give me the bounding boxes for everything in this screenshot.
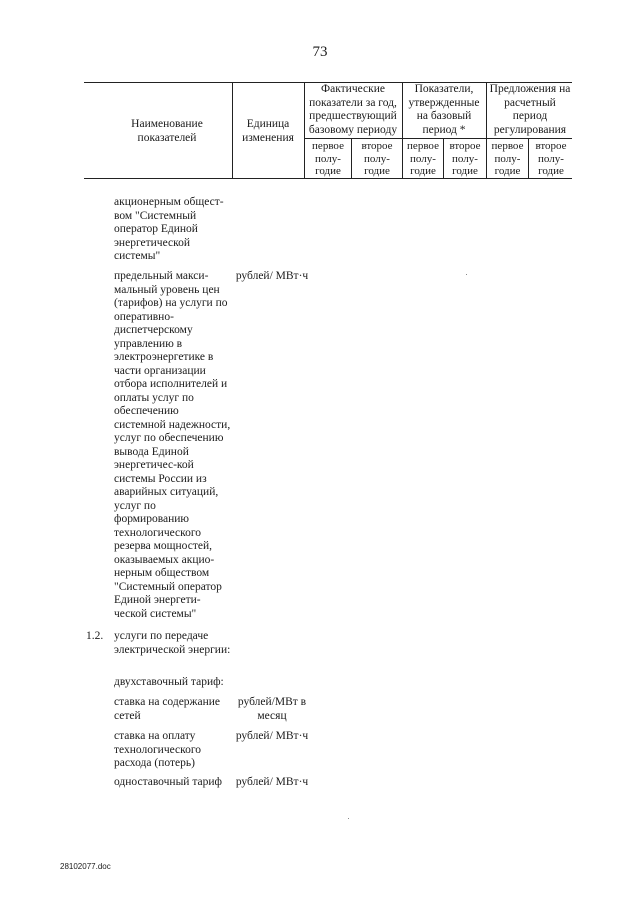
col-divider: [443, 138, 444, 178]
row-number: 1.2.: [86, 630, 104, 642]
header-second-half: второе полу-годие: [361, 140, 393, 177]
header-first-half: первое полу-годие: [312, 140, 344, 177]
row-unit: рублей/МВт в месяц: [237, 696, 307, 722]
row-name: ставка на содержание сетей: [114, 696, 221, 722]
col-divider: [351, 138, 352, 178]
col-divider: [304, 82, 305, 178]
row-name: одноставочный тариф: [114, 776, 222, 788]
row-unit: рублей/ МВт·ч: [235, 730, 309, 742]
row-name: ставка на оплату технологического расхода (потерь): [114, 730, 202, 769]
header-first-half: первое полу-годие: [407, 140, 439, 177]
row-name: услуги по передаче электрической энергии:: [114, 630, 231, 656]
scan-speck: [466, 274, 467, 275]
header-group-proposals: Предложения на расчетный период регулирования: [489, 83, 571, 136]
subheader-border: [304, 138, 572, 139]
row-name: акционерным общест-вом "Системный оператор Единой энергетической системы": [114, 196, 224, 262]
row-unit: рублей/ МВт·ч: [235, 270, 309, 282]
col-divider: [232, 82, 233, 178]
header-second-half: второе полу-годие: [449, 140, 481, 177]
header-bottom-border: [84, 178, 572, 179]
header-first-half: первое полу-годие: [491, 140, 524, 177]
footer-filename: 28102077.doc: [60, 862, 111, 871]
header-group-approved: Показатели, утвержденные на базовый период *: [408, 83, 480, 136]
header-unit: Единица изменения: [242, 118, 294, 144]
row-name: двухставочный тариф:: [114, 676, 224, 688]
col-divider: [402, 82, 403, 178]
col-divider: [528, 138, 529, 178]
header-second-half: второе полу-годие: [535, 140, 567, 177]
scan-speck: [348, 818, 349, 819]
header-name: Наименование показателей: [131, 118, 203, 144]
page-number: 73: [312, 44, 328, 60]
row-unit: рублей/ МВт·ч: [235, 776, 309, 788]
header-group-actual: Фактические показатели за год, предшествующий базовому периоду: [308, 83, 398, 136]
row-name: предельный макси-мальный уровень цен (тарифов) на услуги по оперативно-диспетчерскому управлению в электроэнергетике в части организации отбора исполнителей и оплаты услуг по обеспечению системной надежности, услуг по обеспечению вывода Единой энергетичес-кой системы России из аварийных ситуаций, услуг по формированию технологического резерва мощностей, оказываемых акцио-нерным обществом "Системный оператор Единой энергети-ческой системы": [114, 270, 231, 620]
col-divider: [486, 82, 487, 178]
